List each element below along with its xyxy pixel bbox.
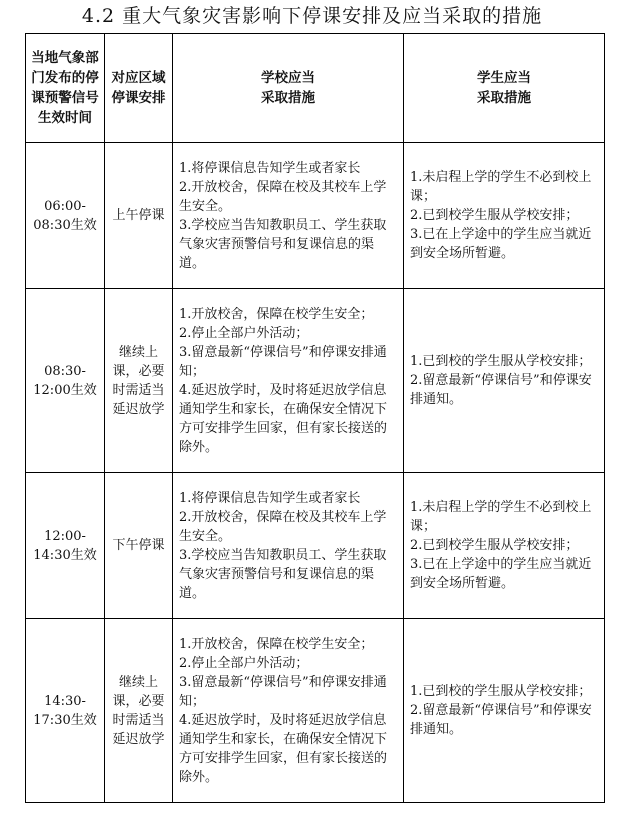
table-row <box>26 289 605 473</box>
student-measure-item: 3.已在上学途中的学生应当就近到安全场所暂避。 <box>410 227 592 261</box>
arrangement-cell: 下午停课 <box>105 473 173 619</box>
student-measure-item: 2.已到校学生服从学校安排； <box>410 208 579 223</box>
table-row <box>26 619 605 803</box>
signal-time-cell: 08:30-12:00生效 <box>26 289 105 473</box>
school-measure-item: 3.学校应当告知教职员工、学生获取气象灾害预警信号和复课信息的渠道。 <box>179 547 387 601</box>
header-school-measures: 学校应当 采取措施 <box>173 34 404 143</box>
school-measure-item: 2.停止全部户外活动； <box>179 325 309 341</box>
school-measure-item: 4.延迟放学时，及时将延迟放学信息通知学生和家长，在确保安全情况下方可安排学生回家，但有家长接送的除外。 <box>179 712 388 785</box>
school-measure-item: 2.停止全部户外活动； <box>179 655 309 671</box>
table-row <box>26 143 605 289</box>
school-measures-cell <box>173 289 404 473</box>
school-measure-item: 3.留意最新“停课信号”和停课安排通知； <box>179 674 387 709</box>
student-measures-cell <box>404 143 605 289</box>
student-measure-item: 2.留意最新“停课信号”和停课安排通知。 <box>410 703 592 737</box>
header-arrangement: 对应区域停课安排 <box>105 34 173 143</box>
student-measures-cell <box>404 619 605 803</box>
school-measure-item: 1.开放校舍，保障在校学生安全； <box>179 636 374 652</box>
school-measure-item: 1.开放校舍，保障在校学生安全； <box>179 306 374 322</box>
student-measure-item: 1.未启程上学的学生不必到校上课； <box>410 500 592 534</box>
arrangement-cell: 继续上课，必要时需适当延迟放学 <box>105 289 173 473</box>
section-title: 4.2 重大气象灾害影响下停课安排及应当采取的措施 <box>81 5 543 27</box>
school-measure-item: 2.开放校舍，保障在校及其校车上学生安全。 <box>179 509 387 544</box>
school-measure-item: 3.学校应当告知教职员工、学生获取气象灾害预警信号和复课信息的渠道。 <box>179 217 387 271</box>
student-measure-item: 1.已到校的学生服从学校安排； <box>410 684 592 699</box>
school-measures-cell <box>173 143 404 289</box>
school-measure-item: 2.开放校舍，保障在校及其校车上学生安全。 <box>179 179 387 214</box>
suspension-measures-table <box>25 33 605 803</box>
school-measures-cell <box>173 619 404 803</box>
table-row <box>26 473 605 619</box>
signal-time-cell: 14:30-17:30生效 <box>26 619 105 803</box>
student-measure-item: 2.已到校学生服从学校安排； <box>410 538 579 553</box>
table-header-row <box>26 34 605 143</box>
school-measure-item: 4.延迟放学时，及时将延迟放学信息通知学生和家长，在确保安全情况下方可安排学生回家，但有家长接送的除外。 <box>179 382 388 455</box>
student-measure-item: 2.留意最新“停课信号”和停课安排通知。 <box>410 373 592 407</box>
header-signal-time: 当地气象部门发布的停课预警信号生效时间 <box>26 34 105 143</box>
signal-time-cell: 12:00-14:30生效 <box>26 473 105 619</box>
school-measure-item: 3.留意最新“停课信号”和停课安排通知； <box>179 344 387 379</box>
signal-time-cell: 06:00-08:30生效 <box>26 143 105 289</box>
student-measures-cell <box>404 473 605 619</box>
student-measures-cell <box>404 289 605 473</box>
school-measure-item: 1.将停课信息告知学生或者家长 <box>179 160 361 176</box>
school-measure-item: 1.将停课信息告知学生或者家长 <box>179 490 361 506</box>
header-student-measures: 学生应当 采取措施 <box>404 34 605 143</box>
arrangement-cell: 上午停课 <box>105 143 173 289</box>
student-measure-item: 1.未启程上学的学生不必到校上课； <box>410 170 592 204</box>
arrangement-cell: 继续上课，必要时需适当延迟放学 <box>105 619 173 803</box>
student-measure-item: 1.已到校的学生服从学校安排； <box>410 354 592 369</box>
student-measure-item: 3.已在上学途中的学生应当就近到安全场所暂避。 <box>410 557 592 591</box>
school-measures-cell <box>173 473 404 619</box>
